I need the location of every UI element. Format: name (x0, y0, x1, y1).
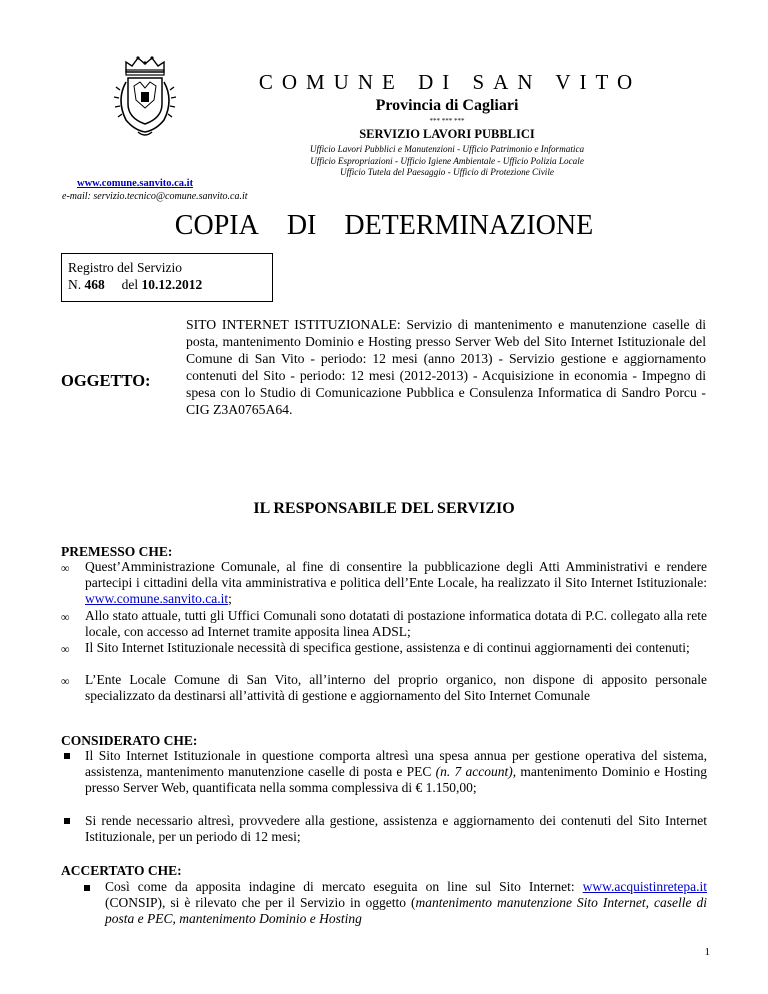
office-line: Ufficio Espropriazioni - Ufficio Igiene Ambientale - Ufficio Polizia Locale (310, 155, 584, 166)
office-line: Ufficio Tutela del Paesaggio - Ufficio di Protezione Civile (339, 167, 554, 177)
registry-date: 10.12.2012 (141, 277, 203, 292)
municipality-name: COMUNE DI SAN VITO (258, 70, 642, 94)
infinity-bullet-icon: ∞ (61, 610, 70, 624)
considerato-item-text: Il Sito Internet Istituzionale in questione comporta altresì una spesa annua per gestione operativa del sistema, assistenza, mantenimento manutenzione caselle di posta e PEC (85, 748, 707, 780)
registry-del: del (121, 277, 139, 292)
registry-n-prefix: N. (68, 277, 82, 292)
website-link-inline[interactable]: www.comune.sanvito.ca.it (85, 591, 229, 607)
offices-list (240, 144, 654, 179)
premesso-title: PREMESSO CHE: (61, 544, 173, 559)
considerato-item: Si rende necessario altresì, provvedere alla gestione, assistenza e aggiornamento dei contenuti del Sito Internet Istituzionale, per un periodo di 12 mesi; (85, 813, 707, 845)
separator-stars: *** *** *** (429, 117, 465, 125)
coat-of-arms-logo (112, 52, 178, 140)
infinity-bullet-icon: ∞ (61, 642, 70, 656)
title-word: COPIA (174, 210, 259, 241)
square-bullet-icon (84, 885, 90, 891)
registry-number: 468 (84, 277, 105, 292)
acquistinrete-link[interactable]: www.acquistinretepa.it (582, 879, 707, 894)
considerato-title: CONSIDERATO CHE: (61, 733, 198, 748)
page-number: 1 (704, 946, 710, 958)
accertato-title: ACCERTATO CHE: (61, 863, 182, 878)
accertato-item-text: (CONSIP), si è rilevato che per il Servizio in oggetto ( (105, 895, 416, 911)
premesso-item-text: Quest’Amministrazione Comunale, al fine di consentire la pubblicazione degli Atti Amministrativi e rendere partecipi i cittadini della vita amministrativa e politica dell’Ente Locale, ha realizzato il Sito Internet Istituzionale: (85, 559, 707, 591)
accertato-item (105, 879, 707, 928)
province-name: Provincia di Cagliari (375, 97, 519, 114)
office-line: Ufficio Lavori Pubblici e Manutenzioni - Ufficio Patrimonio e Informatica (309, 144, 585, 154)
accertato-item-text: Così come da apposita indagine di mercato eseguita on line sul Sito Internet: (105, 879, 583, 894)
title-word: DI (286, 210, 317, 241)
considerato-item-italic: (n. 7 account) (435, 764, 513, 780)
subject-label: OGGETTO: (61, 371, 151, 390)
title-word: DETERMINAZIONE (344, 210, 594, 241)
document-title (0, 210, 768, 242)
registry-label: Registro del Servizio (68, 260, 182, 275)
subject-text: SITO INTERNET ISTITUZIONALE: Servizio di mantenimento e manutenzione caselle di posta, mantenimento Dominio e Hosting presso Server Web del Sito Internet Istituzionale del Comune di San Vito - periodo: 12 mesi (anno 2013) - Servizio gestione e aggiornamento contenuti del Sito - periodo: 12 mesi (2012-2013) - Acquisizione in economia - Impegno di spesa con lo Studio di Comunicazione Pubblica e Consulenza Informatica di Sandro Porcu - CIG Z3A0765A64. (186, 317, 706, 417)
section-heading: IL RESPONSABILE DEL SERVIZIO (253, 500, 515, 517)
square-bullet-icon (64, 753, 70, 759)
considerato-item (85, 748, 707, 797)
square-bullet-icon (64, 818, 70, 824)
registry-number-line (68, 277, 202, 293)
considerato-item-text: , mantenimento Dominio e Hosting presso Server Web, quantificata nella somma complessiva di € 1.150,00; (85, 764, 707, 796)
premesso-item: Allo stato attuale, tutti gli Uffici Comunali sono dotatati di postazione informatica dotata di P.C. collegato alla rete locale, con accesso ad Internet tramite apposita linea ADSL; (85, 608, 707, 640)
premesso-item (85, 559, 707, 608)
service-name: SERVIZIO LAVORI PUBBLICI (359, 127, 535, 141)
premesso-item: Il Sito Internet Istituzionale necessità di specifica gestione, assistenza e di continui aggiornamenti dei contenuti; (85, 640, 690, 655)
premesso-item-tail: ; (228, 591, 232, 607)
website-link[interactable]: www.comune.sanvito.ca.it (77, 178, 194, 189)
accertato-item-italic: mantenimento manutenzione Sito Internet, caselle di posta e PEC, mantenimento Dominio e Hosting (105, 895, 707, 927)
infinity-bullet-icon: ∞ (61, 674, 70, 688)
infinity-bullet-icon: ∞ (61, 561, 70, 575)
premesso-item: L’Ente Locale Comune di San Vito, all’interno del proprio organico, non dispone di apposito personale specializzato da destinarsi all’attività di gestione e aggiornamento del Sito Internet Comunale (85, 672, 707, 704)
email-text: e-mail: servizio.tecnico@comune.sanvito.ca.it (62, 191, 248, 202)
